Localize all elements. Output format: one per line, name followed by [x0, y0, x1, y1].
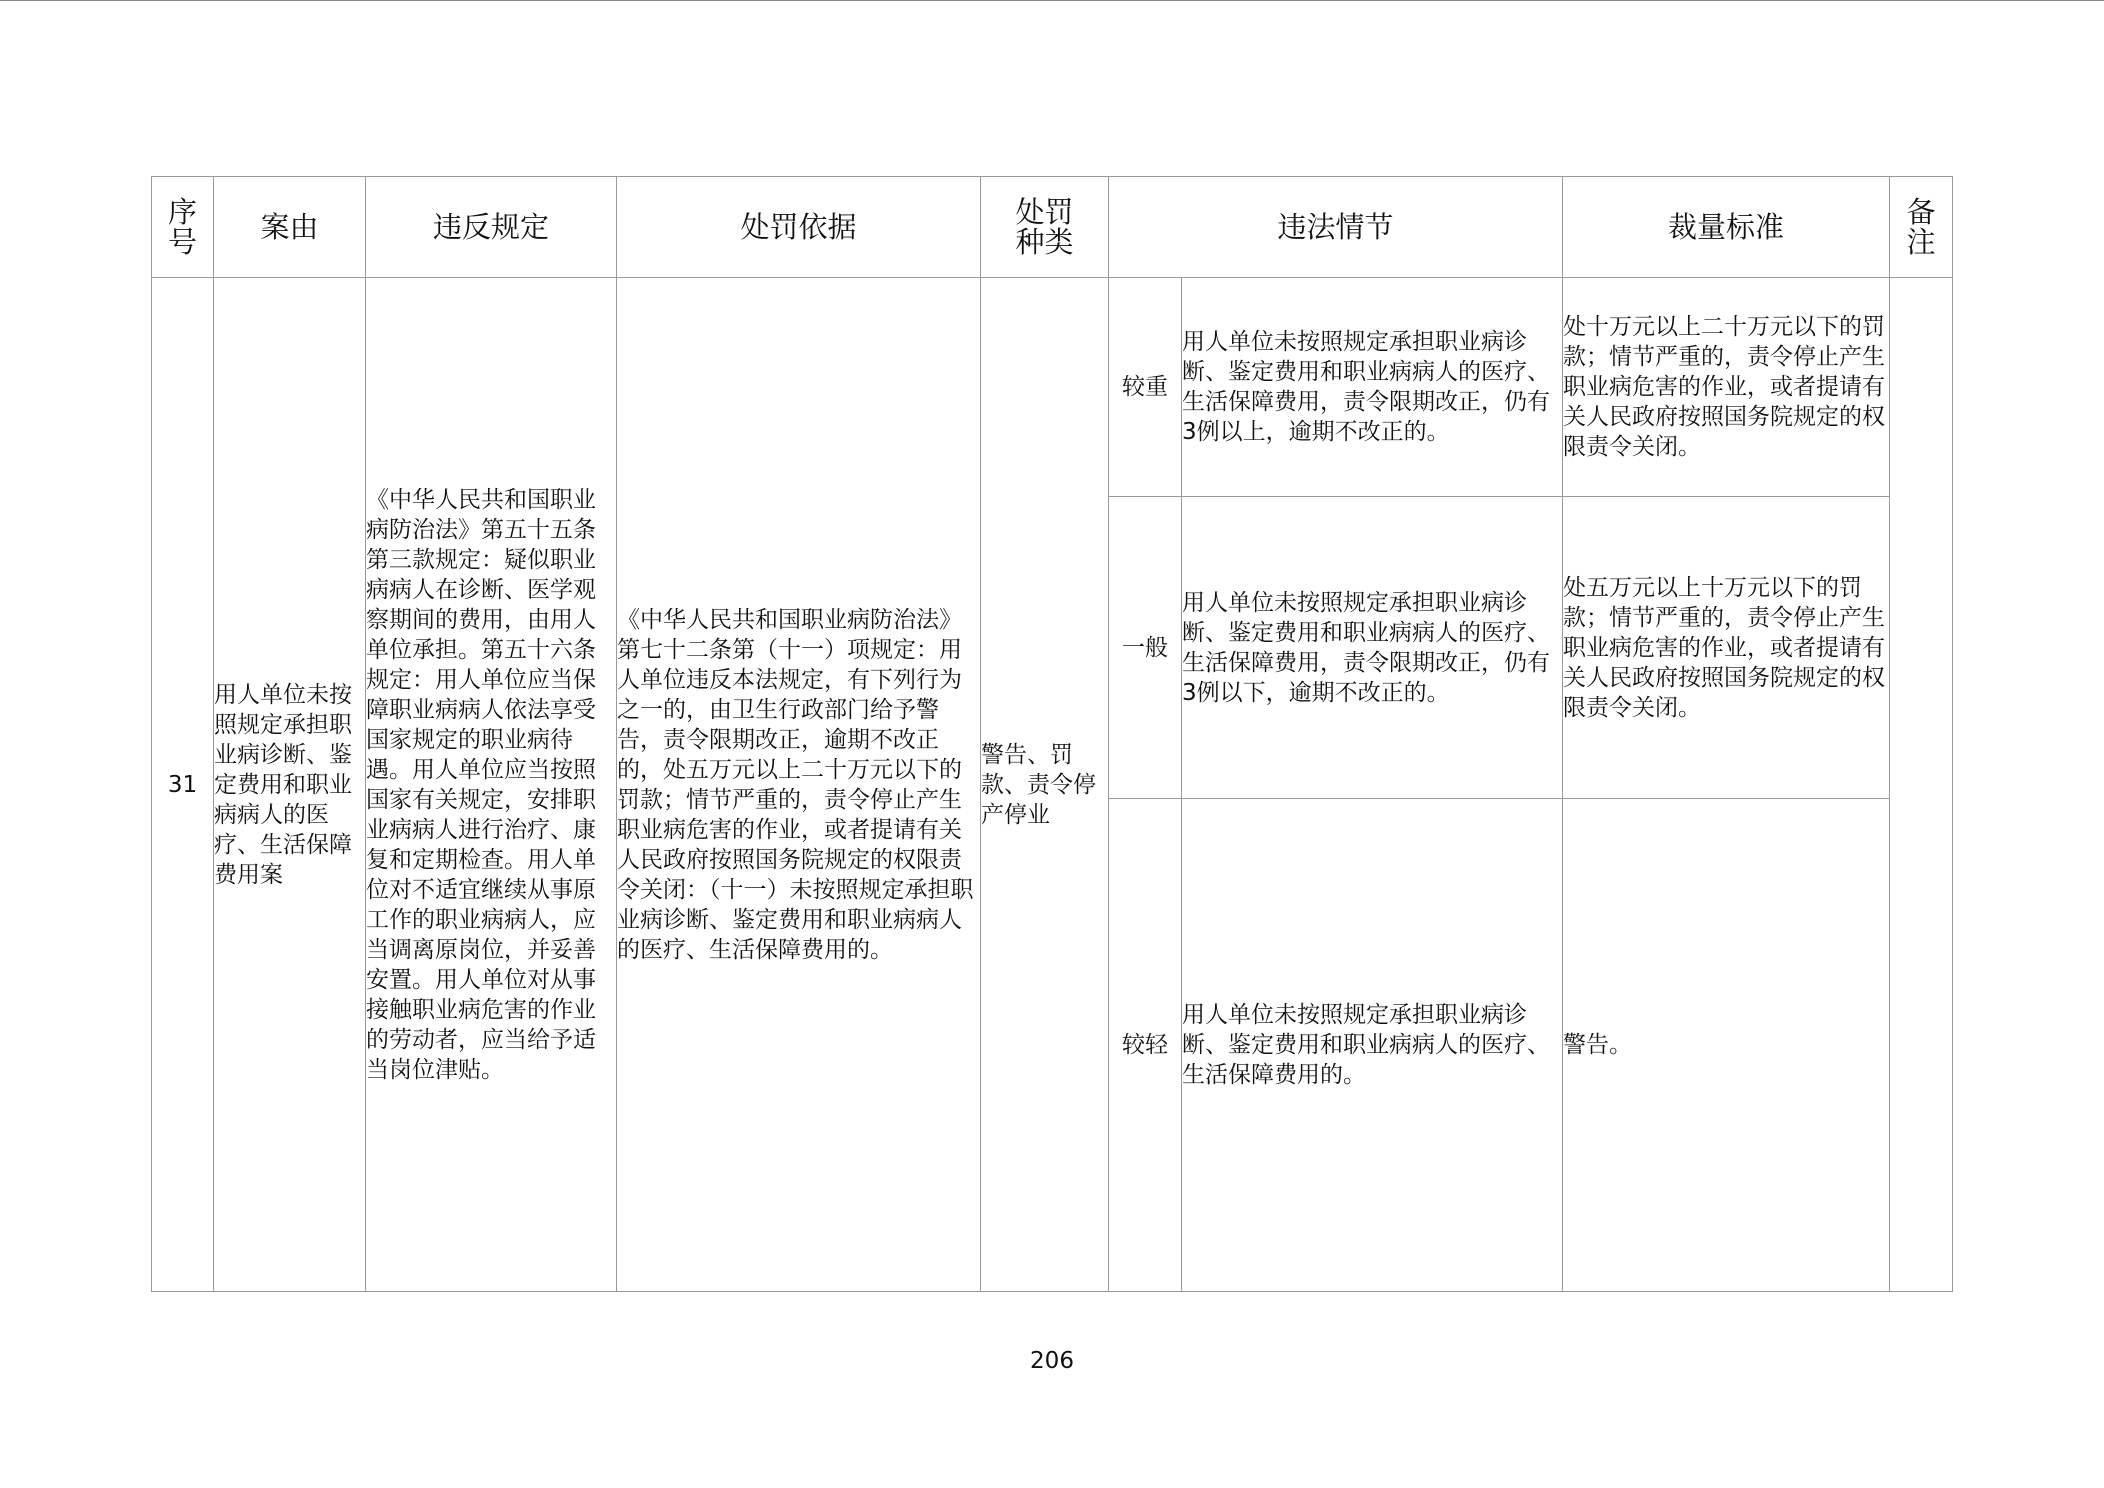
- table-row: [152, 278, 1953, 497]
- level-light: 较轻: [1109, 799, 1182, 1292]
- case-cell: 用人单位未按照规定承担职业病诊断、鉴定费用和职业病病人的医疗、生活保障费用案: [214, 278, 366, 1292]
- penalty-discretion-table: [151, 176, 1953, 1292]
- header-case: 案由: [214, 177, 366, 278]
- standard-light: 警告。: [1563, 799, 1890, 1292]
- header-basis: 处罚依据: [617, 177, 981, 278]
- header-seq: 序号: [152, 177, 214, 278]
- standard-general: 处五万元以上十万元以下的罚款；情节严重的，责令停止产生职业病危害的作业，或者提请有关人民政府按照国务院规定的权限责令关闭。: [1563, 497, 1890, 799]
- header-violation: 违反规定: [366, 177, 617, 278]
- header-row: [152, 177, 1953, 278]
- header-circumstances: 违法情节: [1109, 177, 1563, 278]
- violation-cell: 《中华人民共和国职业病防治法》第五十五条第三款规定：疑似职业病病人在诊断、医学观察期间的费用，由用人单位承担。第五十六条规定：用人单位应当保障职业病病人依法享受国家规定的职业病待遇。用人单位应当按照国家有关规定，安排职业病病人进行治疗、康复和定期检查。用人单位对不适宜继续从事原工作的职业病病人，应当调离原岗位，并妥善安置。用人单位对从事接触职业病危害的作业的劳动者，应当给予适当岗位津贴。: [366, 278, 617, 1292]
- level-general: 一般: [1109, 497, 1182, 799]
- header-penalty-type: 处罚种类: [981, 177, 1109, 278]
- standard-heavy: 处十万元以上二十万元以下的罚款；情节严重的，责令停止产生职业病危害的作业，或者提请有关人民政府按照国务院规定的权限责令关闭。: [1563, 278, 1890, 497]
- penalty-type-cell: 警告、罚款、责令停产停业: [981, 278, 1109, 1292]
- top-border-line: [0, 0, 2104, 1]
- header-standard: 裁量标准: [1563, 177, 1890, 278]
- circumstance-heavy: 用人单位未按照规定承担职业病诊断、鉴定费用和职业病病人的医疗、生活保障费用，责令限期改正，仍有3例以上，逾期不改正的。: [1182, 278, 1563, 497]
- circumstance-light: 用人单位未按照规定承担职业病诊断、鉴定费用和职业病病人的医疗、生活保障费用的。: [1182, 799, 1563, 1292]
- basis-cell: 《中华人民共和国职业病防治法》第七十二条第（十一）项规定：用人单位违反本法规定，有下列行为之一的，由卫生行政部门给予警告，责令限期改正，逾期不改正的，处五万元以上二十万元以下的罚款；情节严重的，责令停止产生职业病危害的作业，或者提请有关人民政府按照国务院规定的权限责令关闭：（十一）未按照规定承担职业病诊断、鉴定费用和职业病病人的医疗、生活保障费用的。: [617, 278, 981, 1292]
- level-heavy: 较重: [1109, 278, 1182, 497]
- seq-cell: 31: [152, 278, 214, 1292]
- circumstance-general: 用人单位未按照规定承担职业病诊断、鉴定费用和职业病病人的医疗、生活保障费用，责令限期改正，仍有3例以下，逾期不改正的。: [1182, 497, 1563, 799]
- header-remarks: 备注: [1890, 177, 1953, 278]
- page-number: 206: [1030, 1348, 1074, 1374]
- remarks-cell: [1890, 278, 1953, 1292]
